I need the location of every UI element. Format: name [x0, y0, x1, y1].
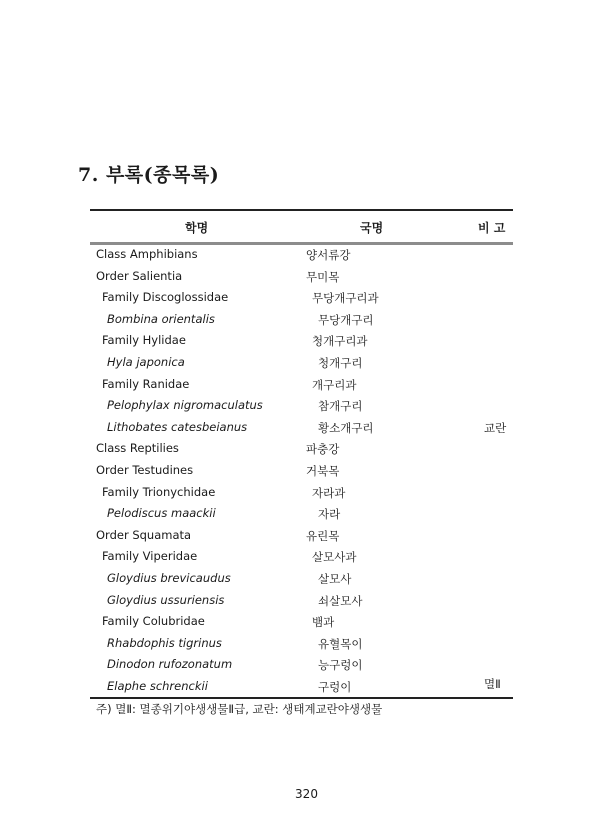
table-row — [0, 266, 613, 288]
korean-name-cell: 청개구리과 — [312, 334, 368, 349]
scientific-name-cell: Dinodon rufozonatum — [107, 657, 233, 672]
column-header-note: 비 고 — [478, 221, 506, 235]
table-row — [0, 633, 613, 655]
scientific-name-cell: Elaphe schrenckii — [107, 678, 208, 693]
table-row — [0, 676, 613, 698]
scientific-name-cell: Gloydius brevicaudus — [107, 570, 231, 585]
table-row — [0, 654, 613, 676]
scientific-name-cell: Family Discoglossidae — [102, 290, 229, 305]
korean-name-cell: 황소개구리 — [318, 420, 374, 435]
korean-name-cell: 자라과 — [312, 485, 346, 500]
table-row — [0, 287, 613, 309]
scientific-name-cell: Family Colubridae — [102, 614, 205, 629]
korean-name-cell: 살모사과 — [312, 550, 357, 565]
scientific-name-cell: Order Squamata — [96, 527, 192, 542]
table-row — [0, 590, 613, 612]
scientific-name-cell: Pelodiscus maackii — [107, 506, 216, 521]
korean-name-cell: 파충강 — [306, 442, 340, 457]
scientific-name-cell: Family Ranidae — [102, 376, 190, 391]
table-row — [0, 503, 613, 525]
table-footnote: 주) 멸Ⅱ: 멸종위기야생생물Ⅱ급, 교란: 생태계교란야생생물 — [96, 702, 383, 716]
scientific-name-cell: Lithobates catesbeianus — [107, 419, 248, 434]
korean-name-cell: 능구렁이 — [318, 658, 363, 673]
column-header-korean-name: 국명 — [360, 221, 384, 235]
scientific-name-cell: Family Trionychidae — [102, 484, 216, 499]
korean-name-cell: 자라 — [318, 507, 341, 522]
note-cell: 멸Ⅱ — [484, 676, 501, 691]
korean-name-cell: 양서류강 — [306, 248, 351, 262]
table-row — [0, 352, 613, 374]
note-cell: 교란 — [484, 420, 507, 435]
korean-name-cell: 개구리과 — [312, 377, 357, 392]
table-row — [0, 611, 613, 633]
korean-name-cell: 유린목 — [306, 528, 340, 543]
table-row — [0, 546, 613, 568]
scientific-name-cell: Rhabdophis tigrinus — [107, 635, 222, 650]
table-top-rule — [90, 209, 513, 211]
korean-name-cell: 청개구리 — [318, 355, 363, 370]
section-heading: 7. 부록(종목록) — [78, 164, 220, 186]
scientific-name-cell: Class Amphibians — [96, 247, 198, 261]
table-row — [0, 482, 613, 504]
korean-name-cell: 뱀과 — [312, 615, 335, 630]
scientific-name-cell: Family Hylidae — [102, 333, 186, 348]
page-number: 320 — [295, 787, 318, 801]
table-row — [0, 374, 613, 396]
scientific-name-cell: Bombina orientalis — [107, 311, 215, 326]
korean-name-cell: 참개구리 — [318, 399, 363, 414]
scientific-name-cell: Hyla japonica — [107, 354, 185, 369]
table-row — [0, 525, 613, 547]
table-row — [0, 244, 613, 266]
scientific-name-cell: Family Viperidae — [102, 549, 198, 564]
table-row — [0, 460, 613, 482]
scientific-name-cell: Order Testudines — [96, 462, 194, 477]
table-row — [0, 568, 613, 590]
scientific-name-cell: Gloydius ussuriensis — [107, 592, 225, 607]
korean-name-cell: 쇠살모사 — [318, 593, 363, 608]
column-header-scientific-name: 학명 — [185, 221, 209, 235]
table-row — [0, 417, 613, 439]
korean-name-cell: 거북목 — [306, 463, 340, 478]
scientific-name-cell: Class Reptilies — [96, 441, 179, 456]
table-row — [0, 395, 613, 417]
table-row — [0, 309, 613, 331]
korean-name-cell: 무미목 — [306, 269, 340, 284]
table-bottom-rule — [90, 697, 513, 699]
scientific-name-cell: Pelophylax nigromaculatus — [107, 398, 263, 413]
korean-name-cell: 무당개구리 — [318, 312, 374, 327]
korean-name-cell: 구렁이 — [318, 679, 352, 694]
species-table-body — [0, 244, 613, 697]
scientific-name-cell: Order Salientia — [96, 268, 183, 283]
korean-name-cell: 유혈목이 — [318, 636, 363, 651]
korean-name-cell: 무당개구리과 — [312, 291, 379, 306]
table-row — [0, 330, 613, 352]
korean-name-cell: 살모사 — [318, 571, 352, 586]
table-row — [0, 438, 613, 460]
